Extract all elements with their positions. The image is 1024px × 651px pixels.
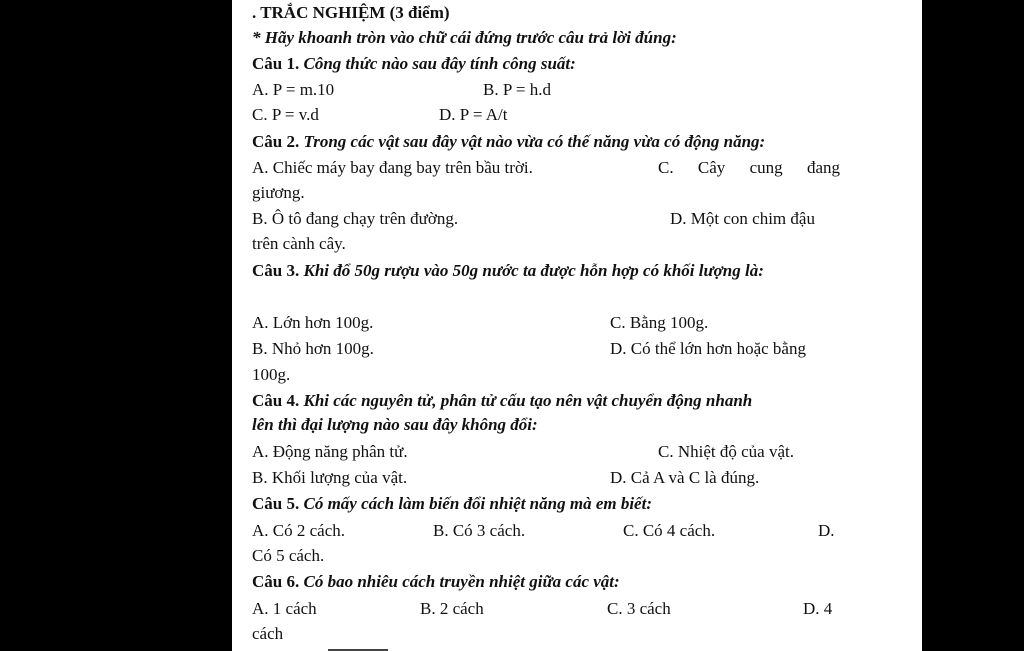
question-text: Có mấy cách làm biến đổi nhiệt năng mà em biết: (299, 494, 652, 513)
option-a: A. Lớn hơn 100g. (252, 313, 374, 332)
option-c: C. Bằng 100g. (610, 313, 709, 332)
question-label: Câu 2. (252, 132, 300, 151)
option-c: C. Cây cung đang (658, 158, 840, 177)
question-text: Khi các nguyên tử, phân tử cấu tạo nên vật chuyển động nhanh (299, 391, 753, 410)
option-a: A. Có 2 cách. (252, 521, 346, 540)
question-label: Câu 1. (252, 54, 300, 73)
option-d-cont: Có 5 cách. (252, 546, 325, 565)
option-c: C. 3 cách (607, 599, 671, 618)
option-b: B. Khối lượng của vật. (252, 468, 408, 487)
question-1 (252, 54, 852, 74)
question-label: Câu 6. (252, 572, 300, 591)
option-a: A. Động năng phân tử. (252, 442, 408, 461)
option-d-cont: 100g. (252, 365, 291, 384)
question-5 (252, 494, 852, 514)
option-b: B. Ô tô đang chạy trên đường. (252, 209, 459, 228)
option-c: C. Nhiệt độ của vật. (658, 442, 794, 461)
question-2 (252, 132, 852, 152)
option-b: B. P = h.d (483, 80, 551, 99)
option-d: D. Có thể lớn hơn hoặc bằng (610, 339, 806, 358)
option-a: A. 1 cách (252, 599, 317, 618)
option-b: B. Nhỏ hơn 100g. (252, 339, 374, 358)
option-a: A. Chiếc máy bay đang bay trên bầu trời. (252, 158, 533, 177)
option-d: D. P = A/t (439, 105, 508, 124)
instruction: * Hãy khoanh tròn vào chữ cái đứng trước câu trả lời đúng: (252, 28, 677, 47)
option-d: D. (818, 521, 835, 540)
question-text: Trong các vật sau đây vật nào vừa có thế năng vừa có động năng: (299, 132, 766, 151)
option-b: B. Có 3 cách. (433, 521, 526, 540)
question-3 (252, 261, 852, 281)
question-label: Câu 4. (252, 391, 300, 410)
option-c-cont: giương. (252, 183, 305, 202)
question-text: Khi đổ 50g rượu vào 50g nước ta được hỗn hợp có khối lượng là: (299, 261, 764, 280)
question-text: Có bao nhiêu cách truyền nhiệt giữa các vật: (299, 572, 620, 591)
question-label: Câu 5. (252, 494, 300, 513)
option-b: B. 2 cách (420, 599, 484, 618)
option-d-cont: cách (252, 624, 284, 643)
question-6 (252, 572, 852, 592)
option-d: D. Một con chim đậu (670, 209, 815, 228)
document-page (232, 0, 922, 651)
option-a: A. P = m.10 (252, 80, 335, 99)
question-4 (252, 391, 852, 411)
option-d-cont: trên cành cây. (252, 234, 346, 253)
option-c: C. P = v.d (252, 105, 319, 124)
option-d: D. 4 (803, 599, 833, 618)
question-text: Công thức nào sau đây tính công suất: (299, 54, 576, 73)
question-4-cont: lên thì đại lượng nào sau đây không đổi: (252, 415, 538, 434)
section-title: . TRẮC NGHIỆM (3 điểm) (252, 3, 450, 22)
question-label: Câu 3. (252, 261, 300, 280)
option-c: C. Có 4 cách. (623, 521, 716, 540)
option-d: D. Cả A và C là đúng. (610, 468, 760, 487)
